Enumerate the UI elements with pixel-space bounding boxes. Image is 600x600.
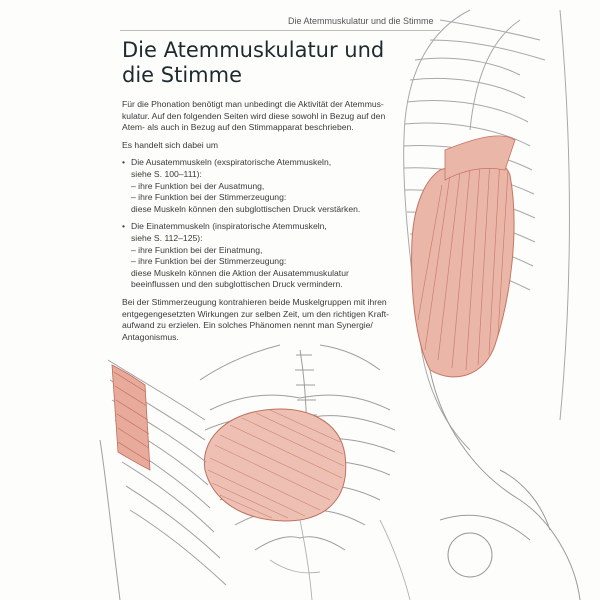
bullet-text: – ihre Funktion bei der Einatmung, [131, 244, 263, 255]
closing-paragraph [122, 297, 410, 343]
body-text [122, 99, 410, 349]
running-header: Die Atemmuskulatur und die Stimme [288, 16, 434, 26]
bullet-text: diese Muskeln können die Aktion der Ausatemmuskulatur [131, 267, 349, 278]
intro-line: Atem- als auch in Bezug auf den Stimmapparat beschrieben. [122, 122, 354, 133]
title-line-2: die Stimme [122, 63, 242, 87]
left-intercostal-muscles [100, 360, 226, 600]
bullet-text: Die Einatemmuskeln (inspiratorische Atemmuskeln, [131, 221, 327, 232]
bullet-text: – ihre Funktion bei der Stimmerzeugung: [131, 256, 287, 267]
bullet-first-line [122, 221, 410, 233]
page-title [122, 38, 402, 88]
intro-line: kulatur. Auf den folgenden Seiten wird diese sowohl in Bezug auf den [122, 110, 386, 121]
closing-line: aufwand zu erzielen. Ein solches Phänomen nennt man Synergie/ [122, 320, 373, 331]
bullet-inspiratory [122, 221, 410, 291]
header-rule [120, 30, 440, 31]
bullet-dot-icon: • [122, 157, 126, 168]
closing-line: Bei der Stimmerzeugung kontrahieren beide Muskelgruppen mit ihren [122, 296, 387, 307]
bullet-text: – ihre Funktion bei der Ausatmung, [131, 180, 265, 191]
bullet-text: siehe S. 100–111): [131, 168, 202, 179]
bullet-text: siehe S. 112–125): [131, 232, 203, 243]
bullet-text: – ihre Funktion bei der Stimmerzeugung: [131, 192, 287, 203]
lower-body-outline [270, 520, 410, 600]
right-back-muscle [412, 136, 515, 377]
pelvis-outline [430, 370, 580, 600]
bullet-text: diese Muskeln können den subglottischen Druck verstärken. [131, 203, 361, 214]
intro-paragraph [122, 99, 410, 134]
bullet-dot-icon: • [122, 221, 126, 232]
diaphragm-muscle [204, 409, 345, 521]
bullet-exspiratory [122, 157, 410, 215]
closing-line: entgegengesetzten Wirkungen zur selben Zeit, um den richtigen Kraft- [122, 308, 390, 319]
bullet-text: Die Ausatemmuskeln (exspiratorische Atemmuskeln, [131, 157, 332, 168]
title-line-1: Die Atemmuskulatur und [122, 38, 385, 62]
bullet-first-line [122, 157, 410, 169]
bullet-text: beeinflussen und den subglottischen Druck vermindern. [131, 279, 343, 290]
lead-paragraph: Es handelt sich dabei um [122, 139, 219, 150]
intro-line: Für die Phonation benötigt man unbedingt die Aktivität der Atemmus- [122, 99, 384, 109]
closing-line: Antagonismus. [122, 331, 179, 342]
